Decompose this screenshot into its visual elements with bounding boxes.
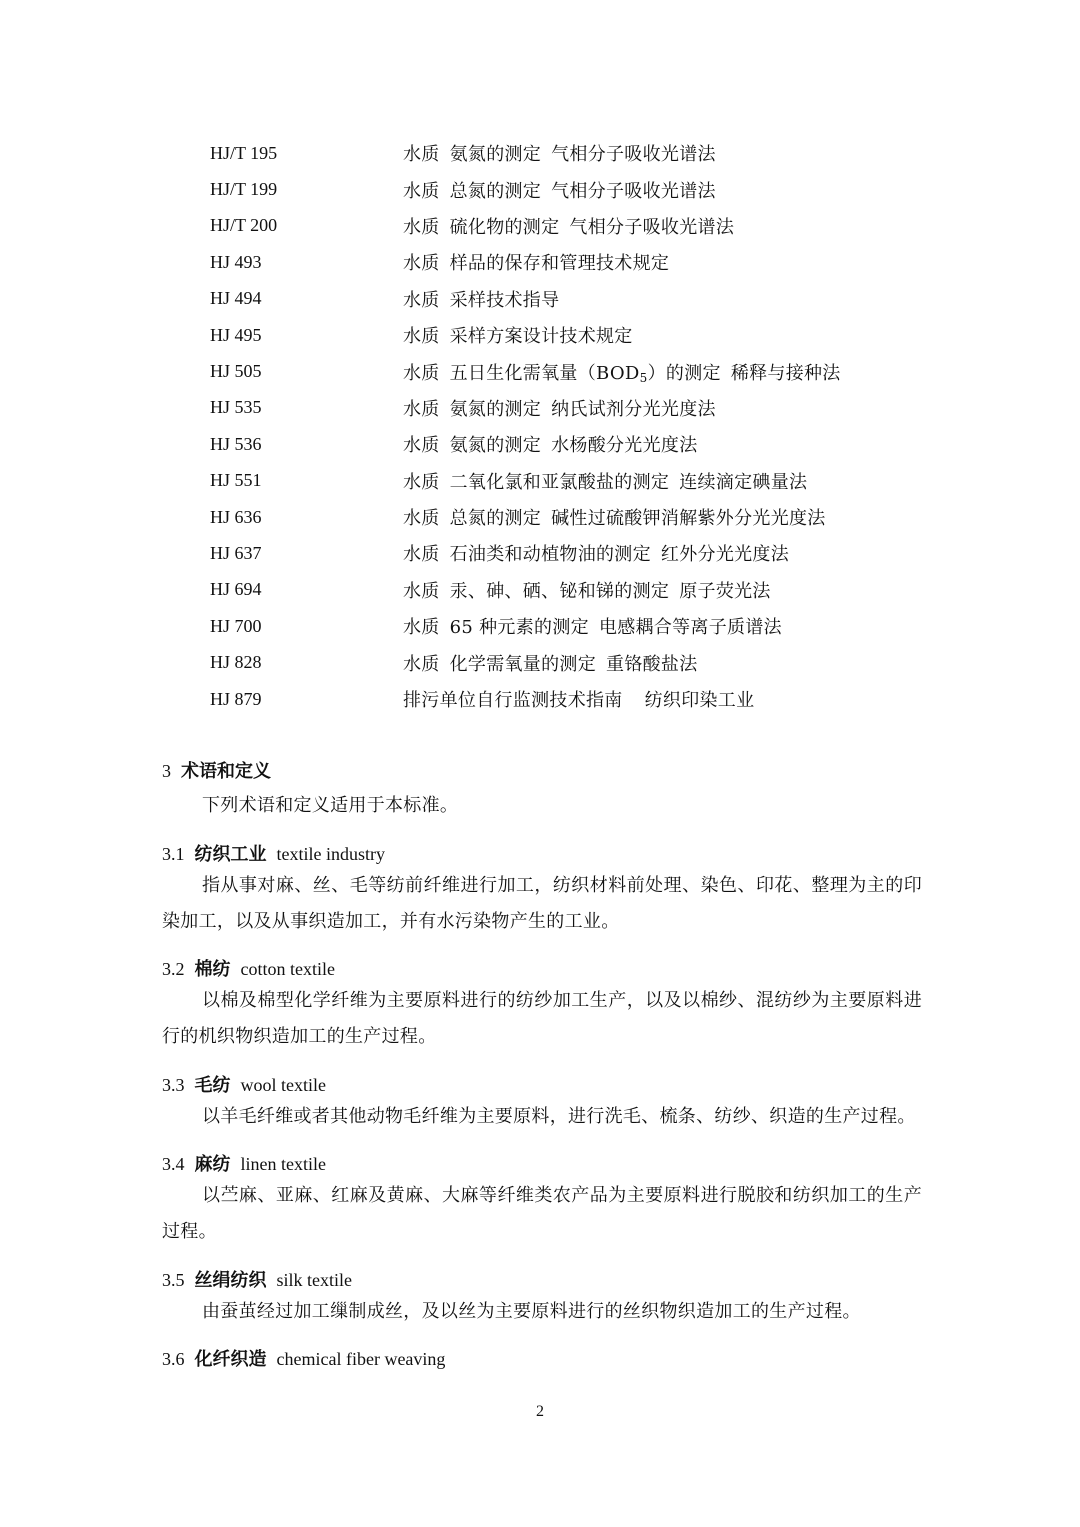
reference-title: 水质 石油类和动植物油的测定 红外分光光度法: [403, 544, 790, 566]
reference-title: 水质 采样方案设计技术规定: [403, 326, 633, 348]
reference-title: 水质 硫化物的测定 气相分子吸收光谱法: [403, 216, 735, 238]
term-chinese: 毛纺: [194, 1075, 231, 1096]
reference-title: 水质 五日生化需氧量$(BOD_5)$的测定 稀释与接种法: [403, 362, 841, 385]
reference-code: HJ 700: [210, 615, 262, 636]
reference-code: HJ 879: [210, 688, 262, 709]
reference-title: 水质 总氮的测定 碱性过硫酸钾消解紫外分光光度法: [403, 508, 826, 530]
term-definition: 以苎麻、亚麻、红麻及黄麻、大麻等纤维类农产品为主要原料进行脱胶和纺织加工的生产过程。: [162, 1185, 922, 1242]
reference-title: 水质 汞、砷、硒、铋和锑的测定 原子荧光法: [403, 580, 771, 602]
reference-code: HJ 637: [210, 542, 262, 563]
reference-row: [210, 244, 970, 280]
term-chinese: 麻纺: [194, 1154, 231, 1175]
section-heading: [162, 757, 271, 783]
term-number: 3.4: [162, 1154, 185, 1174]
reference-row: [210, 681, 970, 717]
reference-row: [210, 135, 970, 171]
reference-code: HJ/T 200: [210, 215, 278, 236]
reference-row: [210, 608, 970, 644]
term-chinese: 棉纺: [194, 959, 231, 980]
reference-code: HJ/T 199: [210, 179, 278, 200]
term-definition: 以棉及棉型化学纤维为主要原料进行的纺纱加工生产，以及以棉纱、混纺纱为主要原料进行的机织物织造加工的生产过程。: [162, 990, 922, 1047]
reference-title: 水质 氨氮的测定 纳氏试剂分光光度法: [403, 398, 716, 420]
term-definition: 由蚕茧经过加工缫制成丝，及以丝为主要原料进行的丝织物织造加工的生产过程。: [202, 1301, 861, 1322]
reference-code: HJ 636: [210, 506, 262, 527]
reference-row: [210, 426, 970, 462]
reference-row: [210, 171, 970, 207]
reference-row: [210, 535, 970, 571]
reference-title: 水质 化学需氧量的测定 重铬酸盐法: [403, 653, 698, 675]
section-number: 3: [162, 761, 171, 781]
reference-title: 水质 二氧化氯和亚氯酸盐的测定 连续滴定碘量法: [403, 471, 808, 493]
normative-references-list: [210, 135, 970, 717]
reference-code: HJ 536: [210, 433, 262, 454]
reference-row: [210, 208, 970, 244]
term-heading: [162, 1266, 352, 1292]
term-number: 3.1: [162, 844, 185, 864]
section-title: 术语和定义: [181, 761, 271, 782]
term-chinese: 丝绢纺织: [194, 1270, 267, 1291]
term-english: textile industry: [276, 844, 385, 864]
reference-row: [210, 281, 970, 317]
term-number: 3.3: [162, 1075, 185, 1095]
term-heading: [162, 1345, 445, 1371]
term-heading: [162, 840, 385, 866]
term-english: cotton textile: [240, 959, 335, 979]
reference-code: HJ 828: [210, 652, 262, 673]
reference-code: HJ 494: [210, 288, 262, 309]
reference-row: [210, 499, 970, 535]
reference-code: HJ/T 195: [210, 142, 278, 163]
term-english: wool textile: [240, 1075, 326, 1095]
term-definition: 指从事对麻、丝、毛等纺前纤维进行加工，纺织材料前处理、染色、印花、整理为主的印染加工，以及从事织造加工，并有水污染物产生的工业。: [162, 875, 922, 932]
reference-row: [210, 317, 970, 353]
term-number: 3.5: [162, 1270, 185, 1290]
reference-code: HJ 535: [210, 397, 262, 418]
reference-row: [210, 390, 970, 426]
term-chinese: 化纤织造: [194, 1349, 267, 1370]
reference-title: 水质 氨氮的测定 水杨酸分光光度法: [403, 435, 698, 457]
term-number: 3.2: [162, 959, 185, 979]
term-heading: [162, 955, 335, 981]
term-english: silk textile: [276, 1270, 352, 1290]
term-definition: 以羊毛纤维或者其他动物毛纤维为主要原料，进行洗毛、梳条、纺纱、织造的生产过程。: [202, 1106, 916, 1127]
term-heading: [162, 1071, 326, 1097]
reference-title: 排污单位自行监测技术指南 纺织印染工业: [403, 690, 755, 712]
page-number: 2: [536, 1403, 544, 1420]
reference-title: 水质 65 种元素的测定 电感耦合等离子质谱法: [403, 617, 782, 639]
reference-row: [210, 644, 970, 680]
term-number: 3.6: [162, 1349, 185, 1369]
reference-row: [210, 572, 970, 608]
term-chinese: 纺织工业: [194, 844, 267, 865]
section-intro: 下列术语和定义适用于本标准。: [202, 795, 459, 816]
reference-title: 水质 总氮的测定 气相分子吸收光谱法: [403, 180, 716, 202]
reference-title: 水质 采样技术指导: [403, 289, 560, 311]
reference-code: HJ 551: [210, 470, 262, 491]
reference-title: 水质 氨氮的测定 气相分子吸收光谱法: [403, 144, 716, 166]
term-english: linen textile: [240, 1154, 326, 1174]
reference-title: 水质 样品的保存和管理技术规定: [403, 253, 670, 275]
term-english: chemical fiber weaving: [276, 1349, 446, 1369]
reference-code: HJ 505: [210, 361, 262, 382]
reference-row: [210, 353, 970, 389]
reference-code: HJ 493: [210, 251, 262, 272]
reference-row: [210, 463, 970, 499]
reference-code: HJ 694: [210, 579, 262, 600]
term-heading: [162, 1150, 326, 1176]
reference-code: HJ 495: [210, 324, 262, 345]
